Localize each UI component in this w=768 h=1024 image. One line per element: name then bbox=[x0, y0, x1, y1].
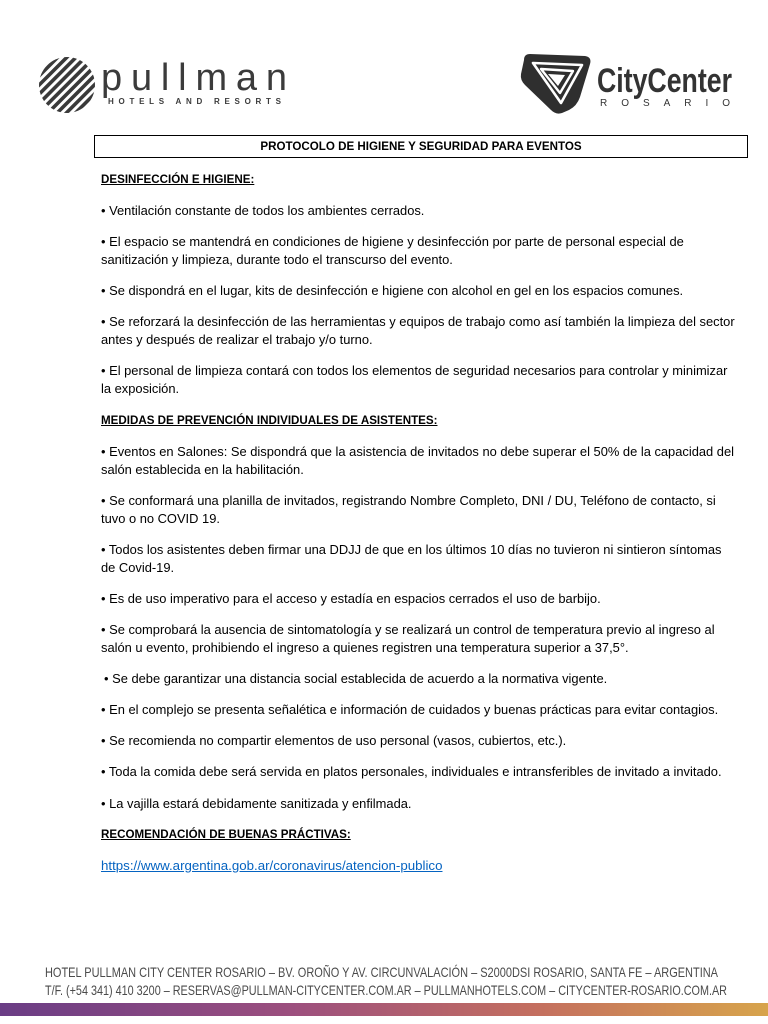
footer-contact: T/F. (+54 341) 410 3200 – RESERVAS@PULLMAN-CITYCENTER.COM.AR – PULLMANHOTELS.COM – CITYCENTER-ROSARIO.COM.AR bbox=[45, 982, 727, 998]
list-item bbox=[101, 313, 761, 349]
list-item bbox=[101, 670, 761, 688]
footer-address: HOTEL PULLMAN CITY CENTER ROSARIO – BV. OROÑO Y AV. CIRCUNVALACIÓN – S2000DSI ROSARIO, SANTA FE – ARGENTINA bbox=[45, 964, 719, 980]
list-item bbox=[101, 202, 761, 220]
pullman-circle-icon bbox=[23, 41, 110, 125]
list-item-line: salón establecida en la habilitación. bbox=[101, 461, 304, 477]
list-item bbox=[101, 233, 761, 269]
section-heading-text: RECOMENDACIÓN DE BUENAS PRÁCTIVAS: bbox=[101, 827, 351, 841]
pullman-logo bbox=[23, 41, 287, 125]
list-item-line: • Se recomienda no compartir elementos de uso personal (vasos, cubiertos, etc.). bbox=[101, 733, 567, 749]
list-item bbox=[101, 362, 761, 398]
footer-gradient-bar bbox=[0, 1003, 768, 1016]
list-item-line: antes y después de realizar el trabajo y/o turno. bbox=[101, 332, 373, 348]
list-item-line: • Toda la comida debe será servida en platos personales, individuales e intransferibles de invitado a invitado. bbox=[101, 764, 722, 780]
list-item-line: tuvo o no COVID 19. bbox=[101, 510, 220, 526]
list-item-line: • El personal de limpieza contará con todos los elementos de seguridad necesarios para controlar y minimizar bbox=[101, 363, 728, 379]
list-item-line: • Se dispondrá en el lugar, kits de desinfección e higiene con alcohol en gel en los espacios comunes. bbox=[101, 283, 684, 299]
list-item bbox=[101, 795, 761, 813]
list-item bbox=[101, 492, 761, 528]
pullman-wordmark: pullman bbox=[101, 57, 287, 99]
section-heading-recommendation bbox=[101, 826, 761, 844]
list-item bbox=[101, 282, 761, 300]
list-item-line: • Es de uso imperativo para el acceso y estadía en espacios cerrados el uso de barbijo. bbox=[101, 590, 601, 606]
list-item bbox=[101, 590, 761, 608]
link-row bbox=[101, 857, 761, 875]
list-item bbox=[101, 701, 761, 719]
section-heading-disinfection bbox=[101, 171, 761, 189]
list-item-line: • Se conformará una planilla de invitados, registrando Nombre Completo, DNI / DU, Teléfono de contacto, si bbox=[101, 492, 716, 508]
section-heading-prevention bbox=[101, 412, 761, 430]
list-item-line: • Todos los asistentes deben firmar una DDJJ de que en los últimos 10 días no tuvieron ni sintieron síntomas bbox=[101, 541, 722, 557]
list-item-line: • Se comprobará la ausencia de sintomatología y se realizará un control de temperatura previo al ingreso al bbox=[101, 622, 715, 638]
list-item-line: • Se debe garantizar una distancia social establecida de acuerdo a la normativa vigente. bbox=[104, 671, 608, 687]
list-item-line: • Ventilación constante de todos los ambientes cerrados. bbox=[101, 203, 425, 219]
list-item-line: • Se reforzará la desinfección de las herramientas y equipos de trabajo como así también la limpieza del sector bbox=[101, 314, 735, 330]
list-item bbox=[101, 443, 761, 479]
list-item-line: la exposición. bbox=[101, 381, 180, 397]
letterhead bbox=[0, 0, 768, 125]
pullman-tagline: HOTELS AND RESORTS bbox=[108, 97, 281, 106]
section-heading-text: MEDIDAS DE PREVENCIÓN INDIVIDUALES DE ASISTENTES: bbox=[101, 413, 438, 427]
list-item bbox=[101, 732, 761, 750]
list-item-line: sanitización y limpieza, durante todo el transcurso del evento. bbox=[101, 252, 453, 268]
document-title: PROTOCOLO DE HIGIENE Y SEGURIDAD PARA EVENTOS bbox=[94, 135, 748, 158]
list-item-line: • El espacio se mantendrá en condiciones de higiene y desinfección por parte de personal especial de bbox=[101, 234, 684, 250]
list-item-line: de Covid-19. bbox=[101, 559, 175, 575]
recommendation-link[interactable]: https://www.argentina.gob.ar/coronavirus/atencion-publico bbox=[101, 857, 443, 873]
citycenter-city: ROSARIO bbox=[600, 98, 730, 109]
document-body bbox=[101, 171, 761, 875]
list-item-line: • Eventos en Salones: Se dispondrá que la asistencia de invitados no debe superar el 50% de la capacidad del bbox=[101, 443, 735, 459]
list-item bbox=[101, 763, 761, 781]
list-item-line: • En el complejo se presenta señalética e información de cuidados y buenas prácticas para evitar contagios. bbox=[101, 702, 719, 718]
footer bbox=[0, 955, 768, 1001]
section-heading-text: DESINFECCIÓN E HIGIENE: bbox=[101, 173, 255, 186]
list-item-line: • La vajilla estará debidamente sanitizada y enfilmada. bbox=[101, 795, 412, 811]
list-item bbox=[101, 541, 761, 577]
citycenter-logo bbox=[521, 54, 732, 114]
list-item bbox=[101, 621, 761, 657]
citycenter-shield-icon bbox=[521, 54, 591, 114]
citycenter-wordmark: CityCenter bbox=[597, 62, 732, 100]
list-item-line: salón u evento, prohibiendo el ingreso a quienes registren una temperatura superior a 37,5°. bbox=[101, 640, 629, 656]
